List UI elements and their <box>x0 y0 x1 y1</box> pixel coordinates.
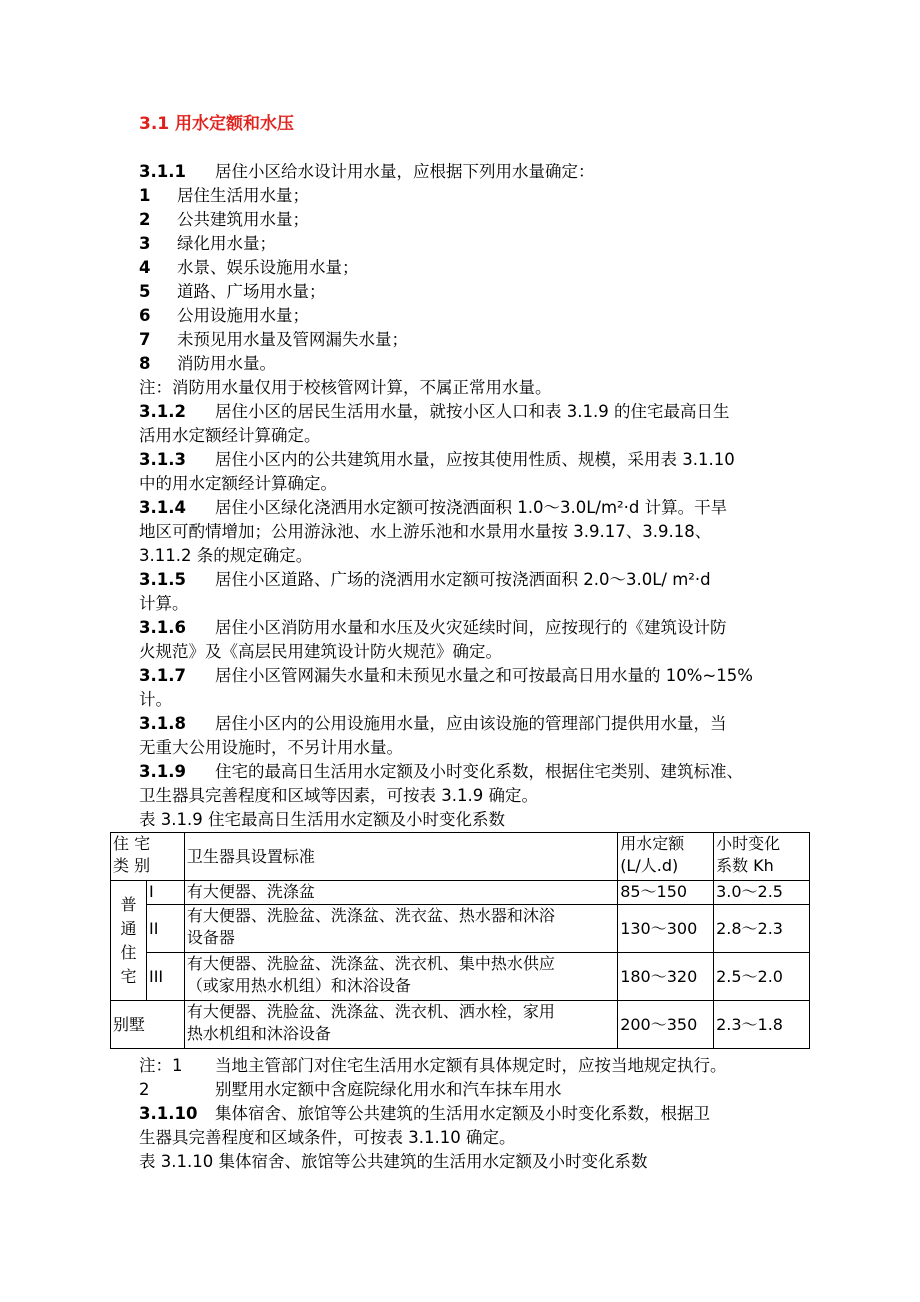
kh-cell: 3.0～2.5 <box>714 881 810 905</box>
table-row <box>111 905 810 953</box>
group-char: 住 <box>120 942 137 962</box>
header-type-line1: 住 宅 <box>113 834 151 853</box>
group-char: 宅 <box>120 966 137 986</box>
item-number: 5 <box>139 282 151 301</box>
list-item <box>139 305 309 327</box>
kh-cell: 2.8～2.3 <box>714 905 810 953</box>
clause-text: 集体宿舍、旅馆等公共建筑的生活用水定额及小时变化系数，根据卫 <box>215 1104 710 1123</box>
note-text: 当地主管部门对住宅生活用水定额有具体规定时，应按当地规定执行。 <box>215 1056 727 1075</box>
item-text: 居住生活用水量； <box>177 186 309 205</box>
clause-text: 居住小区内的公用设施用水量，应由该设施的管理部门提供用水量，当 <box>215 714 727 733</box>
clause-number: 3.1.1 <box>139 162 186 181</box>
clause-text: 居住小区消防用水量和水压及火灾延续时间，应按现行的《建筑设计防 <box>215 618 727 637</box>
item-number: 8 <box>139 354 151 373</box>
clause-text: 居住小区道路、广场的浇洒用水定额可按浇洒面积 2.0～3.0L/ m²·d <box>215 570 711 589</box>
item-text: 道路、广场用水量； <box>177 282 326 301</box>
clause-text-cont: 地区可酌情增加；公用游泳池、水上游乐池和水景用水量按 3.9.17、3.9.18、 <box>139 522 712 541</box>
clause-text-cont: 火规范》及《高层民用建筑设计防火规范》确定。 <box>139 642 502 661</box>
table-3-1-9 <box>110 832 810 1049</box>
item-number: 7 <box>139 330 151 349</box>
clause-number: 3.1.5 <box>139 570 186 589</box>
class-cell: I <box>146 881 184 905</box>
clause-text: 居住小区绿化浇洒用水定额可按浇洒面积 1.0～3.0L/m²·d 计算。干旱 <box>215 498 728 517</box>
clause-number: 3.1.2 <box>139 402 186 421</box>
clause-number: 3.1.9 <box>139 762 186 781</box>
kh-cell: 2.3～1.8 <box>714 1001 810 1049</box>
clause-text-cont: 生器具完善程度和区域条件，可按表 3.1.10 确定。 <box>139 1128 516 1147</box>
clause-3-1-1 <box>139 161 595 183</box>
item-text: 公用设施用水量； <box>177 306 309 325</box>
item-text: 水景、娱乐设施用水量； <box>177 258 359 277</box>
clause-3-1-10 <box>139 1103 710 1125</box>
note-2 <box>139 1079 562 1101</box>
note-1 <box>139 1055 727 1077</box>
header-quota-line2: (L/人.d) <box>620 856 679 875</box>
clause-text: 居住小区给水设计用水量，应根据下列用水量确定： <box>215 162 595 181</box>
clause-3-1-9 <box>139 761 743 783</box>
clause-number: 3.1.6 <box>139 618 186 637</box>
standard-line1: 有大便器、洗脸盆、洗涤盆、洗衣盆、热水器和沐浴 <box>186 906 555 925</box>
item-number: 3 <box>139 234 151 253</box>
header-type-line2: 类 别 <box>113 856 151 875</box>
clause-3-1-4 <box>139 497 727 519</box>
item-text: 绿化用水量； <box>177 234 276 253</box>
kh-cell: 2.5～2.0 <box>714 953 810 1001</box>
table-header-row <box>111 833 810 881</box>
list-item <box>139 233 276 255</box>
list-item <box>139 209 309 231</box>
list-item <box>139 185 309 207</box>
header-quota <box>618 833 714 881</box>
note-fire: 注：消防用水量仅用于校核管网计算，不属正常用水量。 <box>139 378 552 397</box>
header-quota-line1: 用水定额 <box>620 834 685 853</box>
item-text: 公共建筑用水量； <box>177 210 309 229</box>
standard-cell <box>184 905 617 953</box>
note-number: 2 <box>139 1080 150 1099</box>
header-kh <box>714 833 810 881</box>
clause-text-cont: 中的用水定额经计算确定。 <box>139 474 337 493</box>
list-item <box>139 353 276 375</box>
clause-3-1-3 <box>139 449 735 471</box>
standard-cell <box>184 953 617 1001</box>
standard-line2: （或家用热水机组）和沐浴设备 <box>186 976 411 995</box>
item-number: 6 <box>139 306 151 325</box>
clause-text-cont: 活用水定额经计算确定。 <box>139 426 321 445</box>
table-row <box>111 953 810 1001</box>
note-text: 别墅用水定额中含庭院绿化用水和汽车抹车用水 <box>215 1080 562 1099</box>
clause-text: 居住小区管网漏失水量和未预见水量之和可按最高日用水量的 10%~15% <box>215 666 753 685</box>
clause-number: 3.1.4 <box>139 498 186 517</box>
clause-text: 住宅的最高日生活用水定额及小时变化系数，根据住宅类别、建筑标准、 <box>215 762 743 781</box>
item-text: 消防用水量。 <box>177 354 276 373</box>
quota-cell: 200～350 <box>618 1001 714 1049</box>
table-row <box>111 881 810 905</box>
table-row <box>111 1001 810 1049</box>
clause-number: 3.1.10 <box>139 1104 198 1123</box>
list-item <box>139 329 408 351</box>
standard-line2: 设备器 <box>186 928 235 947</box>
clause-text: 居住小区的居民生活用水量，就按小区人口和表 3.1.9 的住宅最高日生 <box>215 402 730 421</box>
note-number: 注：1 <box>139 1056 183 1075</box>
standard-cell: 有大便器、洗涤盆 <box>184 881 617 905</box>
clause-text: 居住小区内的公共建筑用水量，应按其使用性质、规模，采用表 3.1.10 <box>215 450 735 469</box>
section-title: 3.1 用水定额和水压 <box>139 114 295 134</box>
clause-text-cont: 计。 <box>139 690 172 709</box>
clause-text-cont: 卫生器具完善程度和区域等因素，可按表 3.1.9 确定。 <box>139 786 538 805</box>
list-item <box>139 257 359 279</box>
header-standard: 卫生器具设置标准 <box>184 833 617 881</box>
clause-3-1-6 <box>139 617 727 639</box>
class-cell: II <box>146 905 184 953</box>
list-item <box>139 281 326 303</box>
standard-cell <box>184 1001 617 1049</box>
item-number: 1 <box>139 186 151 205</box>
clause-3-1-7 <box>139 665 753 687</box>
standard-line1: 有大便器、洗脸盆、洗涤盆、洗衣机、集中热水供应 <box>186 954 555 973</box>
group-label <box>111 881 147 1001</box>
quota-cell: 180～320 <box>618 953 714 1001</box>
quota-cell: 85～150 <box>618 881 714 905</box>
group-char: 普 <box>120 894 137 914</box>
clause-number: 3.1.3 <box>139 450 186 469</box>
clause-number: 3.1.7 <box>139 666 186 685</box>
quota-cell: 130～300 <box>618 905 714 953</box>
item-text: 未预见用水量及管网漏失水量； <box>177 330 408 349</box>
item-number: 4 <box>139 258 151 277</box>
clause-text-cont: 无重大公用设施时，不另计用水量。 <box>139 738 403 757</box>
table-3-1-10-caption: 表 3.1.10 集体宿舍、旅馆等公共建筑的生活用水定额及小时变化系数 <box>139 1152 648 1171</box>
clause-3-1-2 <box>139 401 729 423</box>
standard-line1: 有大便器、洗脸盆、洗涤盆、洗衣机、洒水栓，家用 <box>186 1002 555 1021</box>
header-kh-line1: 小时变化 <box>716 834 781 853</box>
item-number: 2 <box>139 210 151 229</box>
class-cell: III <box>146 953 184 1001</box>
clause-text-cont: 3.11.2 条的规定确定。 <box>139 546 313 565</box>
header-type <box>111 833 185 881</box>
clause-text-cont: 计算。 <box>139 594 189 613</box>
clause-3-1-8 <box>139 713 727 735</box>
header-kh-line2: 系数 Kh <box>716 856 774 875</box>
table-3-1-9-caption: 表 3.1.9 住宅最高日生活用水定额及小时变化系数 <box>139 810 505 829</box>
group-char: 通 <box>120 918 137 938</box>
standard-line2: 热水机组和沐浴设备 <box>186 1024 331 1043</box>
clause-number: 3.1.8 <box>139 714 186 733</box>
clause-3-1-5 <box>139 569 711 591</box>
villa-label: 别墅 <box>111 1001 185 1049</box>
